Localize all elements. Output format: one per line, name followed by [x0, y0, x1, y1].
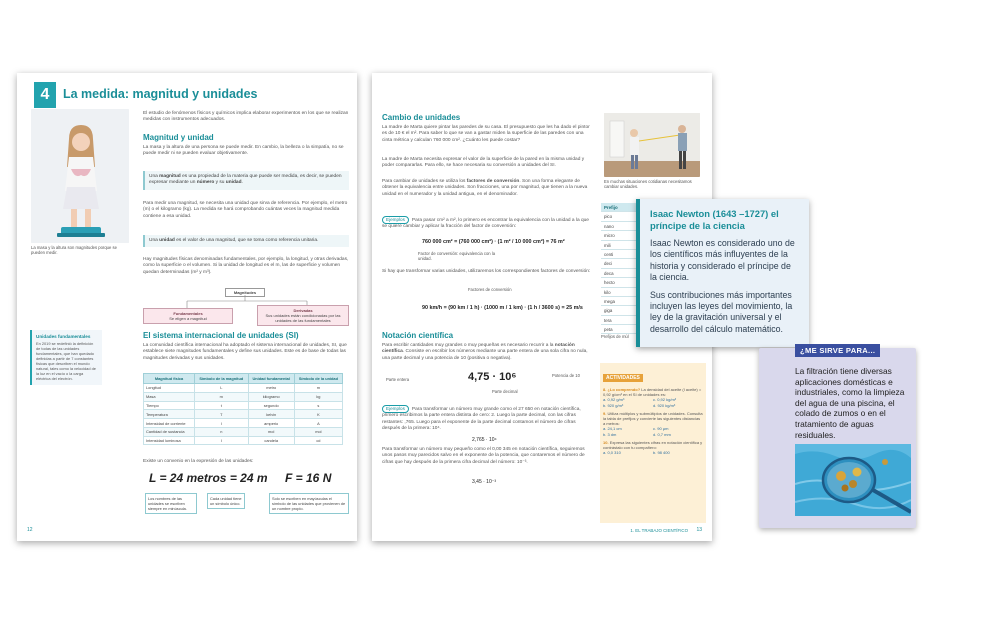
diagram-top: Magnitudes — [225, 288, 265, 297]
section-si-text: La comunidad científica internacional ha adoptado el sistema internacional de unidades, SI, que establece siete magnitudes fundamentales y define sus unidades. Este es de base de todas las magnitudes derivadas y sus unidades. — [143, 343, 347, 361]
photo-caption: La masa y la altura son magnitudes porque se pueden medir. — [31, 245, 117, 256]
cambio-text2: La madre de Marta necesita expresar el valor de la superficie de la pared en la misma unidad y poder compararlas. Para ello, se hace necesaria su conversión a unidades del SI. — [382, 157, 585, 169]
table-row: Longitud L metro m — [144, 384, 343, 393]
activities-box — [600, 363, 706, 523]
prefix-table: Prefijo pico nano micro mili centi deci deca hecto kilo mega giga tera peta Prefijos de múl — [601, 203, 641, 340]
formula1: 760 000 cm² = (760 000 cm²) · (1 m² / 10 000 cm²) = 76 m² — [422, 239, 565, 245]
prefix-row: deca — [601, 269, 641, 278]
page-number-right: 13 — [696, 527, 702, 533]
prefix-row: mili — [601, 241, 641, 250]
example1b: Si hay que transformar varias unidades, utilizaremos los correspondientes factores de conversión: — [382, 269, 591, 274]
section-cambio-title: Cambio de unidades — [382, 113, 461, 122]
side-note-title: Unidades fundamentales — [36, 334, 91, 339]
me-sirve-para-tag: ¿ME SIRVE PARA... — [795, 344, 880, 357]
prefix-row: tera — [601, 316, 641, 325]
prefix-row: nano — [601, 222, 641, 231]
section-notacion-title: Notación científica — [382, 331, 454, 340]
activities-title: ACTIVIDADES — [603, 374, 643, 382]
cambio-text3: Para cambiar de unidades se utiliza los factores de conversión. Son una forma elegante de obtener la equivalencia entre unidades. Son fracciones, una por magnitud, que tienen a la nueva unidad en el numerador y la unidad antigua, en el denominador. — [382, 179, 588, 197]
example2-result: 2,765 · 10⁴ — [472, 437, 497, 443]
prefix-row: centi — [601, 250, 641, 259]
sci-label-decimal: Parte decimal — [492, 389, 518, 394]
sci-value: 4,75 · 10⁶ — [468, 371, 517, 383]
diagram-fundamentales: Fundamentales Se eligen a magnitud — [143, 308, 233, 324]
definition-unidad: Una unidad es el valor de una magnitud, que se toma como referencia unitaria. — [143, 235, 349, 247]
prefix-row: pico — [601, 212, 641, 221]
section-magnitud-text3: Hay magnitudes físicas denominadas fundamentales, por ejemplo, la longitud, y otras derivadas, como la superficie o el volumen. Si la unidad de longitud es el m, las de superficie y volumen quedan determinadas (m² y m³). — [143, 257, 349, 275]
note-uppercase: Solo se escriben en mayúsculas el símbolo de las unidades que provienen de un nombre propio. — [269, 493, 349, 514]
example3-result: 3,45 · 10⁻³ — [472, 479, 497, 485]
example-label: Ejemplos — [382, 216, 409, 224]
example1: Ejemplos Para pasar cm² a m², lo primero es encontrar la equivalencia con la unidad a la que se quiere cambiar y aplicar la fracción del factor de conversión: — [382, 217, 589, 230]
prefix-caption: Prefijos de múl — [601, 334, 629, 340]
prefix-row: micro — [601, 231, 641, 240]
table-row: Cantidad de sustancia n mol mol — [144, 427, 343, 436]
equation-force: F = 16 N — [285, 471, 332, 485]
note-lowercase: Los nombres de las unidades se escriben siempre en minúscula. — [145, 493, 197, 514]
prefix-row: deci — [601, 259, 641, 268]
formula1-note: Factor de conversión: equivalencia con la unidad. — [418, 251, 496, 262]
prefix-row: kilo — [601, 288, 641, 297]
side-note-unidades — [30, 330, 102, 385]
girl-scale-photo — [31, 109, 129, 243]
prefix-row: giga — [601, 306, 641, 315]
prefix-row: mega — [601, 297, 641, 306]
left-page — [17, 73, 357, 541]
table-row: Tiempo t segundo s — [144, 401, 343, 410]
note-symbol: Cada unidad tiene un símbolo único. — [207, 493, 245, 509]
chapter-number: 4 — [34, 82, 56, 108]
si-table-header: Magnitud física Símbolo de la magnitud Unidad fundamental Símbolo de la unidad — [144, 374, 343, 384]
table-row: Intensidad luminosa I candela cd — [144, 436, 343, 445]
intro-text: El estudio de fenómenos físicos y químicos implica elaborar experimentos en los que se realizan medidas con instrumentos adecuados. — [143, 111, 349, 123]
pool-skimmer-photo — [795, 444, 911, 516]
section-magnitud-text: La masa y la altura de una persona se puede medir. En cambio, la belleza o la simpatía, no se puede medir ni se pueden evaluar objetivamente. — [143, 145, 344, 157]
section-magnitud-text2: Para medir una magnitud, se necesita una unidad que sirva de referencia. Por ejemplo, el metro (m) o el kilogramo (kg). La medida se hará comprobando cuántas veces la magnitud medida contiene a esa unidad. — [143, 201, 348, 219]
cambio-text1: La madre de Marta quiere pintar las paredes de su casa. El presupuesto que les ha dado el pintor es de 10 € el m². Para saber lo que se van a gastar miden la superficie de las paredes con una cinta métrica y calculan 760 000 cm². ¿Cuánto les puede costar? — [382, 125, 590, 143]
diagram-derivadas: Derivadas Sus unidades están condicionadas por las unidades de las fundamentales — [257, 305, 349, 326]
sci-label-entera: Parte entera — [386, 377, 410, 382]
page-title: La medida: magnitud y unidades — [63, 87, 258, 101]
prefix-row: peta — [601, 325, 641, 334]
notacion-text: Para escribir cantidades muy grandes o muy pequeñas es necesario recurrir a la notación científica. Consiste en escribir los números mediante una parte entera de una sola cifra no nula, una parte decimal y una potencia de 10 (positiva o negativa). — [382, 343, 588, 361]
me-sirve-para-card — [759, 348, 916, 528]
newton-p1: Isaac Newton es considerado uno de los científicos más influyentes de la historia y considerado el príncipe de la ciencia. — [650, 238, 795, 283]
prefix-row: hecto — [601, 278, 641, 287]
painting-room-photo — [604, 113, 700, 177]
table-row: Masa m kilogramo kg — [144, 392, 343, 401]
example3: Para transformar un número muy pequeño como el 0,00 345 en notación científica, seguiremos unos pasos muy parecidos salvo en el exponente de la potencia, que contaremos el número de cifras que hay después de la primera cifra decimal del número: 10⁻³. — [382, 447, 585, 465]
newton-p2: Sus contribuciones más importantes incluyen las leyes del movimiento, la ley de la gravitación universal y el desarrollo del cálculo matemático. — [650, 289, 793, 334]
activity-9: 9. Utiliza múltiplos y submúltiplos de unidades. Consulta la tabla de prefijos y convierte las siguientes distancias a metros: a. 24,1 cm c. 90 µm b. 3 dm d. 0,7 mm — [603, 410, 703, 437]
activity-10: 10. Expresa las siguientes cifras en notación científica y contrástalo con tu compañero: a. 0,0 310 b. 98 400 — [603, 439, 703, 456]
table-row: Intensidad de corriente I amperio A — [144, 419, 343, 428]
definition-magnitud: Una magnitud es una propiedad de la materia que puede ser medida, es decir, se pueden expresar mediante un número y su unidad. — [143, 171, 349, 190]
section-magnitud-title: Magnitud y unidad — [143, 133, 214, 142]
painting-caption: En muchas situaciones cotidianas necesitamos cambiar unidades. — [604, 179, 692, 190]
page-number-left: 12 — [27, 527, 33, 533]
si-table — [143, 373, 343, 445]
example2: Ejemplos Para transformar un número muy grande como el 27 650 en notación científica, primero escribimos la parte entera distinta de cero: 2. Luego la parte decimal, con las cifras restantes: ,765. Luego para el exponente de la parte decimal contamos el número de cifras después de la primera: 10⁴. — [382, 406, 581, 432]
table-row: Temperatura T kelvin K — [144, 410, 343, 419]
formula2: 90 km/h = (90 km / 1 h) · (1000 m / 1 km) · (1 h / 3600 s) = 25 m/s — [422, 305, 583, 311]
activity-8: 8. ¿Lo comprendo? La densidad del aceite (l aceite) = 0,92 g/cm³ en el SI de unidades es: a. 0,92 g/m³ c. 0,92 kg/m³ b. 920 g/m³ d. 920 kg/m³ — [603, 387, 702, 408]
section-si-title: El sistema internacional de unidades (SI) — [143, 331, 299, 340]
newton-card — [636, 199, 809, 347]
convention-text: Existe un convenio en la expresión de las unidades: — [143, 459, 254, 464]
footer-chapter: 1. EL TRABAJO CIENTÍFICO — [630, 528, 688, 533]
sci-label-potencia: Potencia de 10 — [552, 373, 580, 378]
side-note-text: En 2019 se redefinió la definición de todas de las unidades fundamentales, que han quedado definidas a partir de 7 constantes físicas que describen el mundo natural, tales como la velocidad de la luz en el vacío o la carga eléctrica del electrón. — [36, 341, 96, 381]
me-sirve-para-text: La filtración tiene diversas aplicaciones domésticas e industriales, como la limpieza del agua de una piscina, el colado de zumos o en el tratamiento de aguas residuales. — [795, 366, 905, 440]
newton-title: Isaac Newton (1643 –1727) el príncipe de la ciencia — [650, 208, 779, 231]
example-label-2: Ejemplos — [382, 405, 409, 413]
formula2-note: Factores de conversión — [468, 287, 512, 292]
equation-length: L = 24 metros = 24 m — [149, 471, 268, 485]
